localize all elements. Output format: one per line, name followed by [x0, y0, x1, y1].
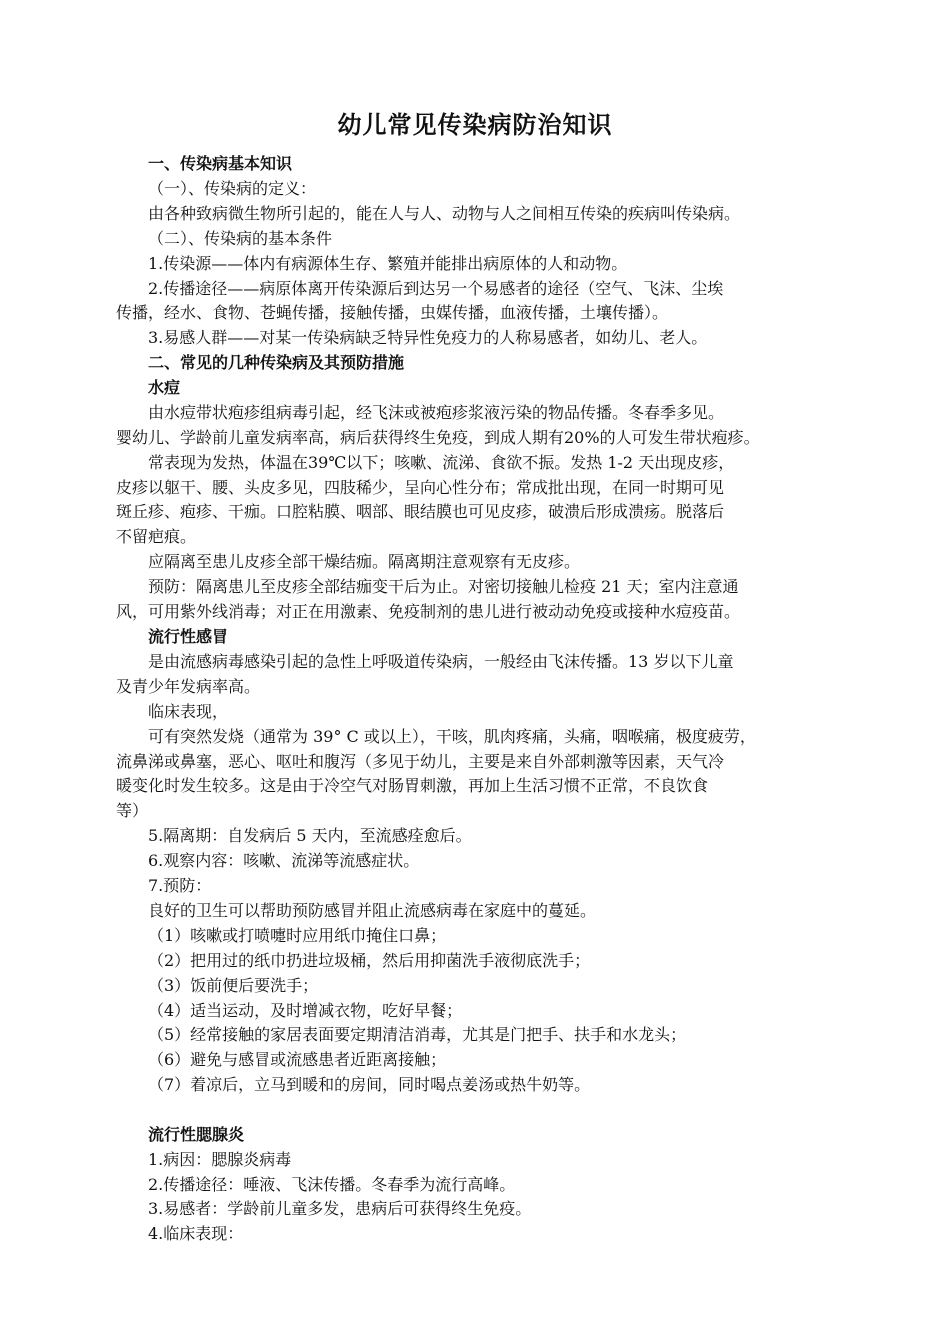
subsection-heading: （一）、传染病的定义： [148, 179, 317, 198]
paragraph-line: 3.易感者：学龄前儿童多发，患病后可获得终生免疫。 [148, 1199, 532, 1218]
paragraph-line: 4.临床表现： [148, 1224, 244, 1243]
list-item: （4）适当运动，及时增减衣物，吃好早餐； [148, 1001, 463, 1020]
paragraph-line: 斑丘疹、疱疹、干痂。口腔粘膜、咽部、眼结膜也可见皮疹，破溃后形成溃疡。脱落后 [116, 502, 725, 521]
paragraph-line: 临床表现， [148, 702, 229, 721]
paragraph-line: 及青少年发病率高。 [116, 677, 261, 696]
list-item: （1）咳嗽或打喷嚏时应用纸巾掩住口鼻； [148, 926, 447, 945]
paragraph-line: 等） [116, 801, 149, 820]
paragraph-line: 6.观察内容：咳嗽、流涕等流感症状。 [148, 851, 420, 870]
disease-heading-influenza: 流行性感冒 [148, 627, 229, 646]
list-item: （5）经常接触的家居表面要定期清洁消毒，尤其是门把手、扶手和水龙头； [148, 1025, 687, 1044]
paragraph-line: 1.病因：腮腺炎病毒 [148, 1150, 292, 1169]
paragraph-line: 良好的卫生可以帮助预防感冒并阻止流感病毒在家庭中的蔓延。 [148, 901, 597, 920]
paragraph-line: 常表现为发热，体温在39℃以下；咳嗽、流涕、食欲不振。发热 1-2 天出现皮疹， [148, 453, 735, 472]
paragraph-line: 皮疹以躯干、腰、头皮多见，四肢稀少，呈向心性分布；常成批出现，在同一时期可见 [116, 478, 725, 497]
paragraph-line: 5.隔离期：自发病后 5 天内，至流感痊愈后。 [148, 826, 472, 845]
paragraph-line: 由各种致病微生物所引起的，能在人与人、动物与人之间相互传染的疾病叫传染病。 [148, 204, 741, 223]
paragraph-line: 不留疤痕。 [116, 527, 197, 546]
section-heading-2: 二、常见的几种传染病及其预防措施 [148, 353, 405, 372]
paragraph-line: 2.传播途径：唾液、飞沫传播。冬春季为流行高峰。 [148, 1175, 516, 1194]
disease-heading-mumps: 流行性腮腺炎 [148, 1125, 245, 1144]
paragraph-line: 应隔离至患儿皮疹全部干燥结痂。隔离期注意观察有无皮疹。 [148, 552, 581, 571]
paragraph-line: 暖变化时发生较多。这是由于冷空气对肠胃刺激，再加上生活习惯不正常，不良饮食 [116, 776, 709, 795]
paragraph-line: 3.易感人群——对某一传染病缺乏特异性免疫力的人称易感者，如幼儿、老人。 [148, 328, 708, 347]
disease-heading-chickenpox: 水痘 [148, 378, 181, 397]
paragraph-line: 传播，经水、食物、苍蝇传播，接触传播，虫媒传播，血液传播，土壤传播）。 [116, 303, 669, 322]
subsection-heading: （二）、传染病的基本条件 [148, 229, 333, 248]
paragraph-line: 由水痘带状疱疹组病毒引起，经飞沫或被疱疹浆液污染的物品传播。冬春季多见。 [148, 403, 725, 422]
paragraph-line: 是由流感病毒感染引起的急性上呼吸道传染病，一般经由飞沫传播。13 岁以下儿童 [148, 652, 734, 671]
list-item: （2）把用过的纸巾扔进垃圾桶，然后用抑菌洗手液彻底洗手； [148, 951, 591, 970]
paragraph-line: 可有突然发烧（通常为 39° C 或以上），干咳，肌肉疼痛，头痛，咽喉痛，极度疲劳， [148, 727, 756, 746]
paragraph-line: 2.传播途径——病原体离开传染源后到达另一个易感者的途径（空气、飞沫、尘埃 [148, 279, 724, 298]
section-heading-1: 一、传染病基本知识 [148, 154, 293, 173]
list-item: （7）着凉后，立马到暖和的房间，同时喝点姜汤或热牛奶等。 [148, 1075, 591, 1094]
paragraph-line: 婴幼儿、学龄前儿童发病率高，病后获得终生免疫，到成人期有20%的人可发生带状疱疹。 [116, 428, 760, 447]
paragraph-line: 7.预防： [148, 876, 212, 895]
list-item: （3）饭前便后要洗手； [148, 976, 319, 995]
paragraph-line: 预防：隔离患儿至皮疹全部结痂变干后为止。对密切接触儿检疫 21 天；室内注意通 [148, 577, 739, 596]
document-title: 幼儿常见传染病防治知识 [337, 110, 613, 139]
paragraph-line: 流鼻涕或鼻塞，恶心、呕吐和腹泻（多见于幼儿，主要是来自外部刺激等因素，天气冷 [116, 752, 725, 771]
paragraph-line: 风，可用紫外线消毒；对正在用激素、免疫制剂的患儿进行被动动免疫或接种水痘疫苗。 [116, 602, 741, 621]
paragraph-line: 1.传染源——体内有病源体生存、繁殖并能排出病原体的人和动物。 [148, 254, 628, 273]
list-item: （6）避免与感冒或流感患者近距离接触； [148, 1050, 447, 1069]
